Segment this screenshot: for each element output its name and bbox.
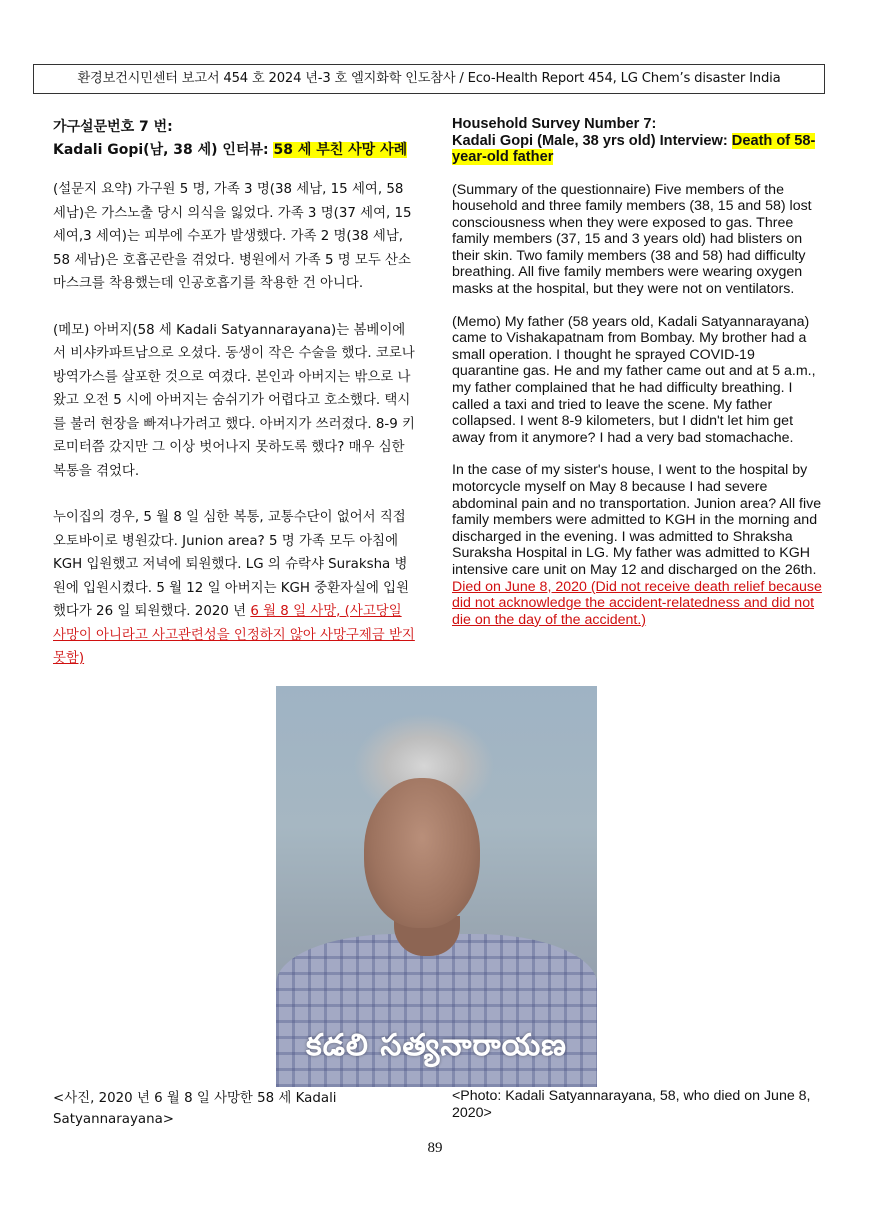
korean-summary-paragraph: (설문지 요약) 가구원 5 명, 가족 3 명(38 세남, 15 세여, 58 세남)은 가스노출 당시 의식을 잃었다. 가족 3 명(37 세여, 15 세여,3 세여)는 피부에 수포가 발생했다. 가족 2 명(38 세남, 58 세남)은 호흡곤란을 겪었다. 병원에서 가족 5 명 모두 산소마스크를 착용했는데 인공호흡기를 착용한 건 아니다. (53, 182, 412, 291)
korean-sister-text: 누이집의 경우, 5 월 8 일 심한 복통, 교통수단이 없어서 직접 오토바이로 병원갔다. Junion area? 5 명 가족 모두 아침에 KGH 입원했고 저녁에 퇴원했다. LG 의 슈락샤 Suraksha 병원에 입원시켰다. 5 월 12 일 아버지는 KGH 중환자실에 입원했다가 26 일 퇴원했다. 2020 년 (53, 510, 410, 619)
portrait-photo (276, 686, 597, 1087)
english-photo-caption: <Photo: Kadali Satyannarayana, 58, who died on June 8, 2020> (452, 1088, 811, 1121)
english-column (452, 116, 824, 628)
korean-title-line1: 가구설문번호 7 번: (53, 119, 173, 135)
english-summary-paragraph: (Summary of the questionnaire) Five members of the household and three family members (38, 15 and 58) lost consciousness when they were exposed to gas. Three family members (37, 15 and 3 years old) had blisters on their skin. Two family members (38 and 58) had difficulty breathing. All five family members were wearing oxygen masks at the hospital, but they were not on ventilators. (452, 181, 812, 298)
english-title-line1: Household Survey Number 7: (452, 116, 657, 132)
page-number: 89 (427, 1140, 443, 1156)
korean-photo-caption: <사진, 2020 년 6 월 8 일 사망한 58 세 Kadali Satyannarayana> (53, 1091, 337, 1127)
korean-title-interviewee: Kadali Gopi(남, 38 세) 인터뷰: (53, 142, 274, 158)
english-title-line2 (452, 133, 824, 166)
photo-face (364, 778, 480, 928)
korean-memo-paragraph: (메모) 아버지(58 세 Kadali Satyannarayana)는 봄베이에서 비샤카파트남으로 오셨다. 동생이 작은 수술을 했다. 코로나 방역가스를 살포한 것으로 여겼다. 본인과 아버지는 밖으로 나왔고 오전 5 시에 아버지는 숨쉬기가 어렵다고 호소했다. 택시를 불러 현장을 빠져나가려고 했다. 아버지가 쓰러졌다. 8-9 키로미터쯤 갔지만 그 이상 벗어나지 못하도록 했다? 매우 심한 복통을 겪었다. (53, 322, 415, 479)
english-sister-text: In the case of my sister's house, I went to the hospital by motorcycle myself on May 8 because I had severe abdominal pain and no transportation. Junion area? All five family members were admitted to KGH in the morning and discharged in the evening. I was admitted to Shraksha Suraksha Hospital in LG. My father was admitted to KGH intensive care unit on May 12 and discharged on the 26th. (452, 462, 822, 578)
korean-title-highlight: 58 세 부친 사망 사례 (273, 142, 408, 158)
korean-sister-paragraph (53, 506, 418, 671)
korean-death-note: 6 월 8 일 사망, (사고당일 사망이 아니라고 사고관련성을 인정하지 않아 사망구제금 받지 못함) (53, 604, 415, 666)
english-memo-paragraph: (Memo) My father (58 years old, Kadali Satyannarayana) came to Vishakapatnam from Bombay. My brother had a small operation. I thought he sprayed COVID-19 quarantine gas. He and my father came out and at 5 a.m., my father complained that he had difficulty breathing. I called a taxi and tried to leave the scene. My father collapsed. I went 8-9 kilometers, but I didn't let him get away from it anymore? I had a very bad stomachache. (452, 313, 816, 446)
english-title-highlight: Death of 58-year-old father (452, 132, 816, 165)
english-title-interviewee: Kadali Gopi (Male, 38 yrs old) Interview: (452, 132, 732, 149)
english-death-note: Died on June 8, 2020 (Did not receive death relief because did not acknowledge the accident-relatedness and did not die on the day of the accident.) (452, 578, 822, 628)
report-header-text: 환경보건시민센터 보고서 454 호 2024 년-3 호 엘지화학 인도참사 / Eco-Health Report 454, LG Chem’s disaster India (77, 71, 781, 86)
korean-column (53, 116, 418, 671)
photo-name-overlay: కడలి సత్యనారాయణ (306, 1028, 567, 1063)
english-sister-paragraph (452, 462, 824, 628)
korean-title-line2 (53, 139, 418, 162)
report-header (33, 64, 825, 94)
